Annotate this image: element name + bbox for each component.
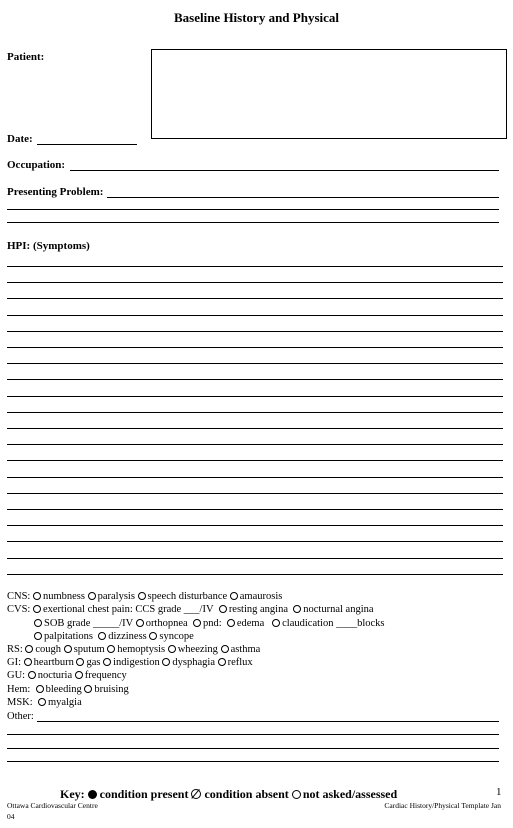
rs-label: RS: bbox=[7, 644, 23, 655]
hpi-line[interactable] bbox=[7, 298, 503, 299]
hpi-line[interactable] bbox=[7, 412, 503, 413]
symptom-item: heartburn bbox=[33, 657, 74, 668]
symptom-item: indigestion bbox=[113, 657, 160, 668]
key-present: condition present bbox=[99, 787, 189, 801]
hpi-line[interactable] bbox=[7, 444, 503, 445]
checkbox-circle-icon[interactable] bbox=[98, 632, 106, 640]
other-field[interactable] bbox=[37, 721, 499, 722]
hpi-line[interactable] bbox=[7, 379, 503, 380]
gi-label: GI: bbox=[7, 657, 21, 668]
page-title: Baseline History and Physical bbox=[173, 10, 340, 25]
checkbox-circle-icon[interactable] bbox=[227, 619, 235, 627]
gi-row bbox=[7, 656, 253, 669]
checkbox-circle-icon[interactable] bbox=[218, 658, 226, 666]
presenting-problem-line[interactable] bbox=[7, 222, 499, 223]
symptom-item: bruising bbox=[94, 684, 129, 695]
msk-label: MSK: bbox=[7, 697, 33, 708]
symptom-item: hemoptysis bbox=[117, 644, 166, 655]
checkbox-circle-icon[interactable] bbox=[230, 592, 238, 600]
presenting-problem-label: Presenting Problem: bbox=[7, 186, 104, 198]
gu-row bbox=[7, 669, 127, 682]
hpi-line[interactable] bbox=[7, 363, 503, 364]
checkbox-circle-icon[interactable] bbox=[138, 592, 146, 600]
checkbox-circle-icon[interactable] bbox=[76, 658, 84, 666]
other-label: Other: bbox=[7, 711, 34, 722]
checkbox-circle-icon[interactable] bbox=[38, 698, 46, 706]
symptom-item: sputum bbox=[73, 644, 105, 655]
legend-key bbox=[60, 787, 397, 802]
hpi-line[interactable] bbox=[7, 282, 503, 283]
symptom-item: palpitations bbox=[44, 631, 93, 642]
page-number: 1 bbox=[496, 786, 502, 798]
symptom-item: dizziness bbox=[108, 631, 147, 642]
symptom-item: bleeding bbox=[45, 684, 82, 695]
rs-row bbox=[7, 643, 260, 656]
symptom-item: numbness bbox=[42, 591, 85, 602]
date-label: Date: bbox=[7, 133, 33, 145]
checkbox-circle-icon[interactable] bbox=[36, 685, 44, 693]
symptom-item: pnd: bbox=[202, 618, 222, 629]
symptom-item: syncope bbox=[159, 631, 194, 642]
footer-org: Ottawa Cardiovascular Centre bbox=[7, 801, 98, 810]
checkbox-circle-icon[interactable] bbox=[107, 645, 115, 653]
hpi-line[interactable] bbox=[7, 266, 503, 267]
hpi-line[interactable] bbox=[7, 509, 503, 510]
hpi-line[interactable] bbox=[7, 574, 503, 575]
cvs-row-2 bbox=[34, 617, 385, 630]
msk-row bbox=[7, 696, 82, 709]
key-not-asked: not asked/assessed bbox=[302, 787, 398, 801]
key-absent: condition absent bbox=[204, 787, 289, 801]
checkbox-circle-icon[interactable] bbox=[28, 671, 36, 679]
gu-label: GU: bbox=[7, 670, 26, 681]
hpi-line[interactable] bbox=[7, 428, 503, 429]
symptom-item: amaurosis bbox=[239, 591, 283, 602]
checkbox-circle-icon[interactable] bbox=[219, 605, 227, 613]
checkbox-circle-icon[interactable] bbox=[149, 632, 157, 640]
hpi-line[interactable] bbox=[7, 525, 503, 526]
occupation-field[interactable] bbox=[70, 170, 499, 171]
checkbox-circle-icon[interactable] bbox=[168, 645, 176, 653]
footer-template: Cardiac History/Physical Template Jan bbox=[384, 801, 501, 810]
checkbox-circle-icon[interactable] bbox=[24, 658, 32, 666]
filled-circle-icon bbox=[88, 790, 97, 799]
checkbox-circle-icon[interactable] bbox=[136, 619, 144, 627]
footer-year: 04 bbox=[7, 812, 15, 821]
checkbox-circle-icon[interactable] bbox=[84, 685, 92, 693]
symptom-item: cough bbox=[35, 644, 62, 655]
symptom-item: myalgia bbox=[47, 697, 82, 708]
symptom-item: asthma bbox=[230, 644, 261, 655]
key-label: Key: bbox=[60, 787, 85, 801]
checkbox-circle-icon[interactable] bbox=[33, 592, 41, 600]
checkbox-circle-icon[interactable] bbox=[25, 645, 33, 653]
date-field[interactable] bbox=[37, 144, 137, 145]
other-line[interactable] bbox=[7, 734, 499, 735]
checkbox-circle-icon[interactable] bbox=[103, 658, 111, 666]
symptom-item: wheezing bbox=[177, 644, 218, 655]
hpi-line[interactable] bbox=[7, 541, 503, 542]
other-line[interactable] bbox=[7, 761, 499, 762]
hpi-line[interactable] bbox=[7, 347, 503, 348]
symptom-item: SOB grade _____/IV bbox=[44, 618, 134, 629]
checkbox-circle-icon[interactable] bbox=[293, 605, 301, 613]
symptom-item: reflux bbox=[227, 657, 253, 668]
hpi-line[interactable] bbox=[7, 331, 503, 332]
checkbox-circle-icon[interactable] bbox=[34, 619, 42, 627]
checkbox-circle-icon[interactable] bbox=[193, 619, 201, 627]
presenting-problem-field[interactable] bbox=[107, 197, 499, 198]
symptom-item: exertional chest pain: CCS grade ___/IV bbox=[42, 604, 214, 615]
symptom-item: frequency bbox=[84, 670, 127, 681]
patient-info-box[interactable] bbox=[151, 49, 507, 139]
symptom-item: orthopnea bbox=[145, 618, 188, 629]
symptom-item: speech disturbance bbox=[147, 591, 228, 602]
symptom-item: nocturia bbox=[37, 670, 73, 681]
symptom-item: gas bbox=[86, 657, 101, 668]
cvs-row-3 bbox=[34, 630, 194, 643]
cns-label: CNS: bbox=[7, 591, 31, 602]
cns-row bbox=[7, 590, 282, 603]
checkbox-circle-icon[interactable] bbox=[221, 645, 229, 653]
checkbox-circle-icon[interactable] bbox=[162, 658, 170, 666]
symptom-item: dysphagia bbox=[172, 657, 215, 668]
empty-circle-icon bbox=[292, 790, 301, 799]
patient-label: Patient: bbox=[7, 51, 45, 63]
checkbox-circle-icon[interactable] bbox=[272, 619, 280, 627]
hpi-line[interactable] bbox=[7, 477, 503, 478]
checkbox-circle-icon[interactable] bbox=[34, 632, 42, 640]
cvs-row-1 bbox=[7, 603, 374, 616]
checkbox-circle-icon[interactable] bbox=[88, 592, 96, 600]
slashed-circle-icon bbox=[191, 789, 201, 799]
presenting-problem-line[interactable] bbox=[7, 209, 499, 210]
symptom-item: paralysis bbox=[97, 591, 135, 602]
cvs-label: CVS: bbox=[7, 604, 31, 615]
symptom-item: edema bbox=[236, 618, 265, 629]
hem-label: Hem: bbox=[7, 684, 31, 695]
hem-row bbox=[7, 683, 129, 696]
other-line[interactable] bbox=[7, 748, 499, 749]
symptom-item: claudication ____blocks bbox=[282, 618, 385, 629]
checkbox-circle-icon[interactable] bbox=[64, 645, 72, 653]
hpi-line[interactable] bbox=[7, 396, 503, 397]
checkbox-circle-icon[interactable] bbox=[33, 605, 41, 613]
symptom-item: resting angina bbox=[228, 604, 289, 615]
hpi-label: HPI: (Symptoms) bbox=[7, 240, 90, 252]
hpi-line[interactable] bbox=[7, 493, 503, 494]
hpi-line[interactable] bbox=[7, 315, 503, 316]
hpi-line[interactable] bbox=[7, 558, 503, 559]
occupation-label: Occupation: bbox=[7, 159, 66, 171]
checkbox-circle-icon[interactable] bbox=[75, 671, 83, 679]
symptom-item: nocturnal angina bbox=[303, 604, 374, 615]
hpi-line[interactable] bbox=[7, 460, 503, 461]
